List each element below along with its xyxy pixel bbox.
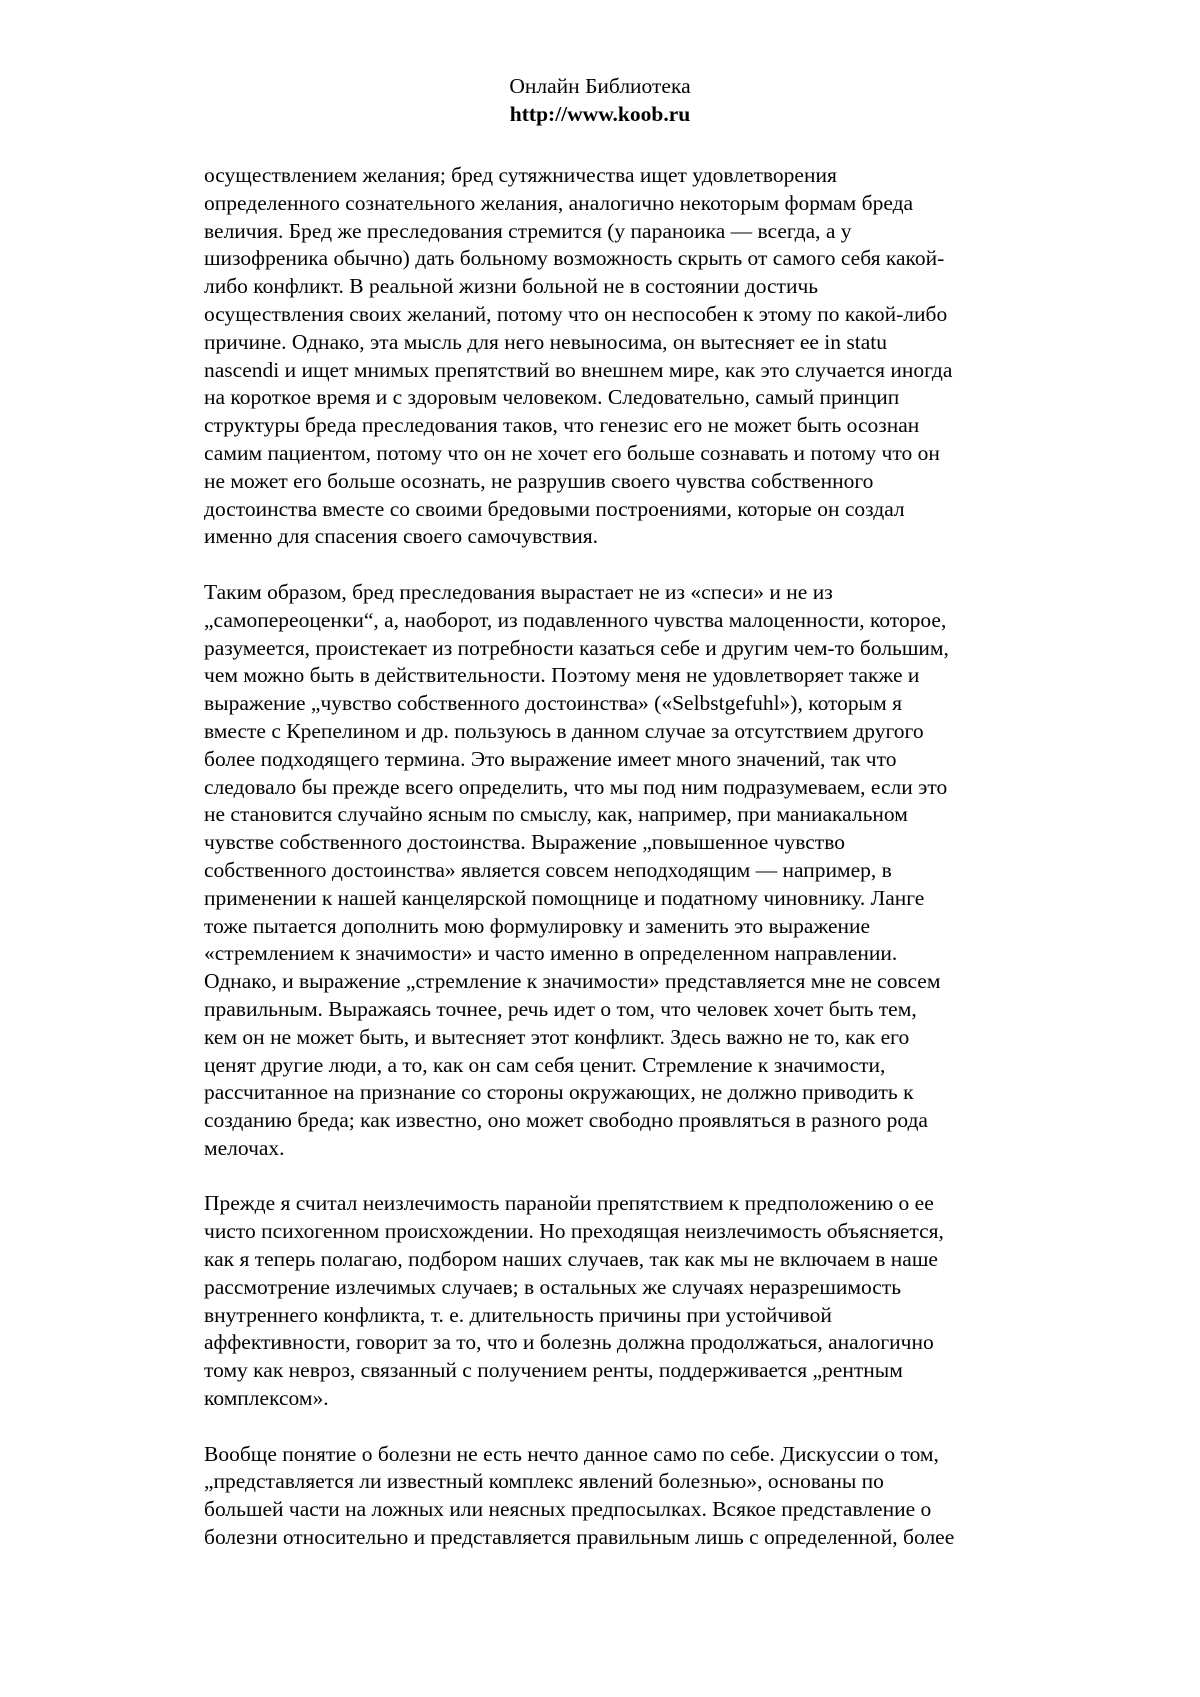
text-line: разумеется, проистекает из потребности казаться себе и другим чем-то большим,: [204, 635, 949, 660]
text-line: комплексом».: [204, 1386, 329, 1411]
text-line: правильным. Выражаясь точнее, речь идет о том, что человек хочет быть тем,: [204, 996, 917, 1021]
text-line: «стремлением к значимости» и часто именно в определенном направлении.: [204, 941, 898, 966]
text-line: самим пациентом, потому что он не хочет его больше сознавать и потому что он: [204, 440, 940, 465]
site-url: http://www.koob.ru: [509, 102, 691, 126]
text-line: именно для спасения своего самочувствия.: [204, 524, 599, 549]
text-line: осуществлением желания; бред сутяжничества ищет удовлетворения: [204, 163, 837, 187]
text-line: определенного сознательного желания, аналогично некоторым формам бреда: [204, 190, 914, 215]
text-line: созданию бреда; как известно, оно может свободно проявляться в разного рода: [204, 1108, 928, 1133]
text-line: шизофреника обычно) дать больному возможность скрыть от самого себя какой-: [204, 246, 945, 271]
text-line: внутреннего конфликта, т. е. длительность причины при устойчивой: [204, 1302, 832, 1327]
text-line: мелочах.: [204, 1135, 285, 1160]
text-line: не может его больше осознать, не разрушив своего чувства собственного: [204, 468, 874, 493]
library-title: Онлайн Библиотека: [509, 74, 691, 98]
text-line: чисто психогенном происхождении. Но преходящая неизлечимость объясняется,: [204, 1219, 944, 1244]
text-line: кем он не может быть, и вытесняет этот конфликт. Здесь важно не то, как его: [204, 1024, 910, 1049]
text-line: причине. Однако, эта мысль для него невыносима, он вытесняет ее in statu: [204, 329, 888, 354]
text-line: Вообще понятие о болезни не есть нечто данное само по себе. Дискуссии о том,: [204, 1441, 939, 1466]
text-line: тому как невроз, связанный с получением ренты, поддерживается „рентным: [204, 1358, 903, 1383]
text-line: применении к нашей канцелярской помощнице и податному чиновнику. Ланге: [204, 885, 925, 910]
text-line: Таким образом, бред преследования вырастает не из «спеси» и не из: [204, 579, 833, 604]
text-line: величия. Бред же преследования стремится (у параноика — всегда, а у: [204, 218, 852, 243]
text-line: рассчитанное на признание со стороны окружающих, не должно приводить к: [204, 1080, 914, 1105]
text-line: следовало бы прежде всего определить, что мы под ним подразумеваем, если это: [204, 774, 948, 799]
text-line: тоже пытается дополнить мою формулировку и заменить это выражение: [204, 913, 871, 938]
document-body: [204, 162, 1068, 1580]
text-line: болезни относительно и представляется правильным лишь с определенной, более: [204, 1525, 955, 1550]
page-header: [0, 72, 1200, 128]
text-line: достоинства вместе со своими бредовыми построениями, которые он создал: [204, 496, 905, 521]
text-line: структуры бреда преследования таков, что генезис его не может быть осознан: [204, 413, 920, 438]
text-line: на короткое время и с здоровым человеком. Следовательно, самый принцип: [204, 385, 900, 410]
text-line: вместе с Крепелином и др. пользуюсь в данном случае за отсутствием другого: [204, 718, 924, 743]
text-line: nascendi и ищет мнимых препятствий во внешнем мире, как это случается иногда: [204, 357, 953, 382]
text-line: либо конфликт. В реальной жизни больной не в состоянии достичь: [204, 274, 819, 299]
paragraph: [204, 579, 1068, 1163]
text-line: Прежде я считал неизлечимость паранойи препятствием к предположению о ее: [204, 1191, 934, 1216]
paragraph: [204, 162, 1068, 551]
text-line: как я теперь полагаю, подбором наших случаев, так как мы не включаем в наше: [204, 1247, 938, 1272]
text-line: ценят другие люди, а то, как он сам себя ценит. Стремление к значимости,: [204, 1052, 886, 1077]
text-line: „самопереоценки“, а, наоборот, из подавленного чувства малоценности, которое,: [204, 607, 947, 632]
text-line: чувстве собственного достоинства. Выражение „повышенное чувство: [204, 830, 845, 855]
text-line: большей части на ложных или неясных предпосылках. Всякое представление о: [204, 1497, 932, 1522]
text-line: осуществления своих желаний, потому что он неспособен к этому по какой-либо: [204, 301, 948, 326]
paragraph: [204, 1441, 1068, 1552]
text-line: аффективности, говорит за то, что и болезнь должна продолжаться, аналогично: [204, 1330, 934, 1355]
text-line: не становится случайно ясным по смыслу, как, например, при маниакальном: [204, 802, 908, 827]
text-line: выражение „чувство собственного достоинства» («Selbstgefuhl»), которым я: [204, 691, 902, 716]
text-line: рассмотрение излечимых случаев; в остальных же случаях неразрешимость: [204, 1274, 902, 1299]
paragraph: [204, 1190, 1068, 1412]
text-line: Однако, и выражение „стремление к значимости» представляется мне не совсем: [204, 969, 941, 994]
text-line: „представляется ли известный комплекс явлений болезнью», основаны по: [204, 1469, 884, 1494]
text-line: более подходящего термина. Это выражение имеет много значений, так что: [204, 746, 897, 771]
text-line: чем можно быть в действительности. Поэтому меня не удовлетворяет также и: [204, 663, 920, 688]
text-line: собственного достоинства» является совсем неподходящим — например, в: [204, 857, 892, 882]
